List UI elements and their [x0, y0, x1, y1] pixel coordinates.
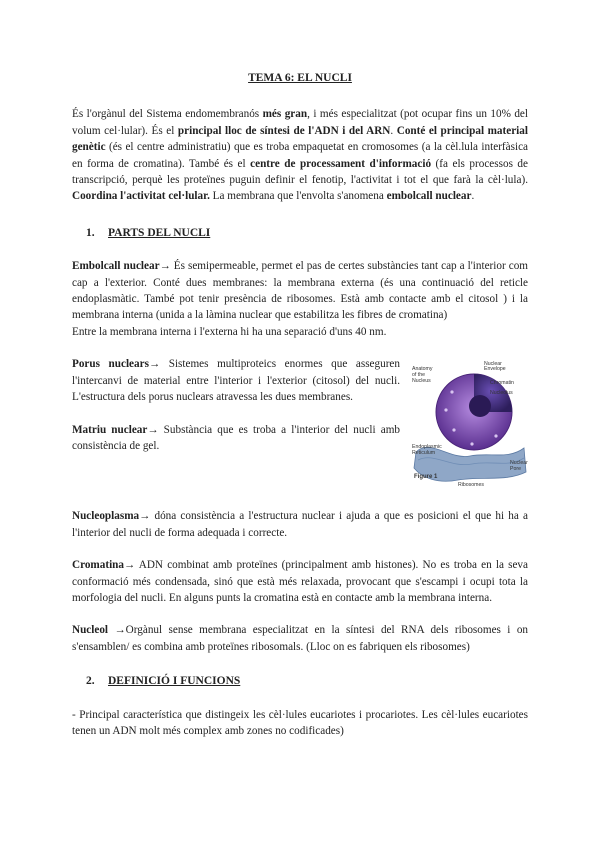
- nucleoplasma-paragraph: [72, 508, 528, 541]
- definition-text: ADN combinat amb proteïnes (principalment amb histones). No es troba en la seva conformació més condensada, sinó que està més relaxada, provocant que s'escampi i ocupi tota la morfologia del nucli. En alguns punts la cromatina està en contacte amb la membrana interna.: [72, 559, 528, 604]
- figure-caption: Figure 1: [414, 474, 438, 481]
- figure-label: Envelope: [484, 366, 506, 373]
- embolcall-paragraph: [72, 258, 528, 324]
- arrow: →: [139, 510, 151, 523]
- nucleol-paragraph: [72, 622, 528, 655]
- page-title: TEMA 6: EL NUCLI: [248, 72, 352, 84]
- section-title: DEFINICIÓ I FUNCIONS: [108, 675, 241, 688]
- section-heading-definicio: [86, 673, 528, 689]
- figure-label: Reticulum: [412, 450, 436, 457]
- section-title: PARTS DEL NUCLI: [108, 226, 211, 239]
- figure-label: Nuclear: [510, 460, 528, 467]
- intro-paragraph: [72, 106, 528, 204]
- document-page: [72, 70, 528, 739]
- term-embolcall: Embolcall nuclear: [72, 260, 160, 273]
- intro-bold: embolcall nuclear: [386, 190, 472, 203]
- nucleolus-shape: [469, 395, 491, 417]
- intro-bold: Coordina l'activitat cel·lular.: [72, 190, 210, 203]
- term-cromatina: Cromatina: [72, 559, 124, 572]
- definition-text: dóna consistència a l'estructura nuclear i ajuda a que es posicioni el que hi ha a l'interior del nucli de forma adequada i correcte.: [72, 510, 528, 539]
- nucleus-figure: [410, 360, 528, 488]
- term-matriu: Matriu nuclear: [72, 423, 148, 436]
- section-number: 2.: [86, 675, 95, 688]
- term-porus: Porus nuclears: [72, 358, 149, 371]
- definition-text: Orgànul sense membrana especialitzat en la síntesi del RNA dels ribosomes i on s'ensamblen/ es combina amb proteïnes ribosomals. (Lloc on es fabriquen els ribosomes): [72, 624, 529, 653]
- term-nucleol: Nucleol: [72, 624, 109, 637]
- embolcall-note: Entre la membrana interna i l'externa hi ha una separació d'uns 40 nm.: [72, 325, 387, 338]
- section-heading-parts: [86, 225, 528, 241]
- intro-text: .: [390, 124, 397, 137]
- figure-label: Ribosomes: [458, 482, 484, 489]
- intro-bold: principal lloc de síntesi de l'ADN i del ARN: [177, 124, 391, 137]
- figure-label: Nuclear: [484, 361, 502, 368]
- arrow: →: [147, 423, 159, 436]
- intro-text: , i més especialitzat (pot ocupar fins un 10% del volum cel·lular). És el: [72, 108, 529, 137]
- arrow: →: [108, 624, 126, 637]
- intro-text: És l'orgànul del Sistema endomembranós: [72, 108, 263, 121]
- figure-label: Anatomy: [412, 366, 433, 373]
- definition-text: És semipermeable, permet el pas de certes substàncies tant cap a l'interior com cap a l'exterior. Conté dues membranes: la membrana externa (és una continuació del reticle endoplasmàtic. També pot tenir presència de ribosomes. Està amb contacte amb el citosol ) i la membrana interna (unida a la làmina nuclear que estabilitza les fibres de cromatina): [72, 260, 528, 322]
- arrow: →: [148, 358, 161, 371]
- figure-label: Chromatin: [490, 380, 514, 387]
- definition-text: Sistemes multiproteics enormes que asseguren l'intercanvi de material entre l'interior i l'exterior (citosol) del nucli. L'estructura dels porus nuclears atravessa les dues membranes.: [72, 358, 400, 404]
- figure-label: Nucleolus: [490, 390, 513, 397]
- definicio-paragraph: - Principal característica que distingeix les cèl·lules eucariotes i procariotes. Les cèl·lules eucariotes tenen un ADN molt més complex amb zones no codificades): [72, 708, 528, 737]
- arrow: →: [124, 559, 136, 572]
- term-nucleoplasma: Nucleoplasma: [72, 510, 140, 523]
- intro-text: La membrana que l'envolta s'anomena: [209, 190, 387, 203]
- nucleus-illustration: [410, 360, 528, 488]
- intro-text: (és el centre administratiu) que es troba empaquetat en cromosomes (a la cèl.lula interfàsica en forma de cromatina). També és el: [72, 141, 528, 170]
- cromatina-paragraph: [72, 557, 528, 606]
- figure-label: Nucleus: [412, 378, 431, 385]
- definition-text: Substància que es troba a l'interior del nucli amb consistència de gel.: [72, 423, 401, 452]
- intro-bold: Conté el principal material genètic: [72, 124, 528, 154]
- intro-text: (fa els processos de transcripció, perquè les proteïnes puguin definir el fenotip, l'activitat i tot el que farà la cèl·lula).: [72, 157, 528, 187]
- figure-label: Endoplasmic: [412, 444, 442, 451]
- figure-label: Pore: [510, 466, 521, 473]
- intro-bold: centre de processament d'informació: [250, 157, 432, 170]
- intro-text: .: [471, 190, 475, 203]
- figure-label: of the: [412, 372, 425, 379]
- arrow: →: [159, 260, 171, 273]
- intro-bold: més gran: [262, 108, 308, 121]
- section-number: 1.: [86, 226, 95, 239]
